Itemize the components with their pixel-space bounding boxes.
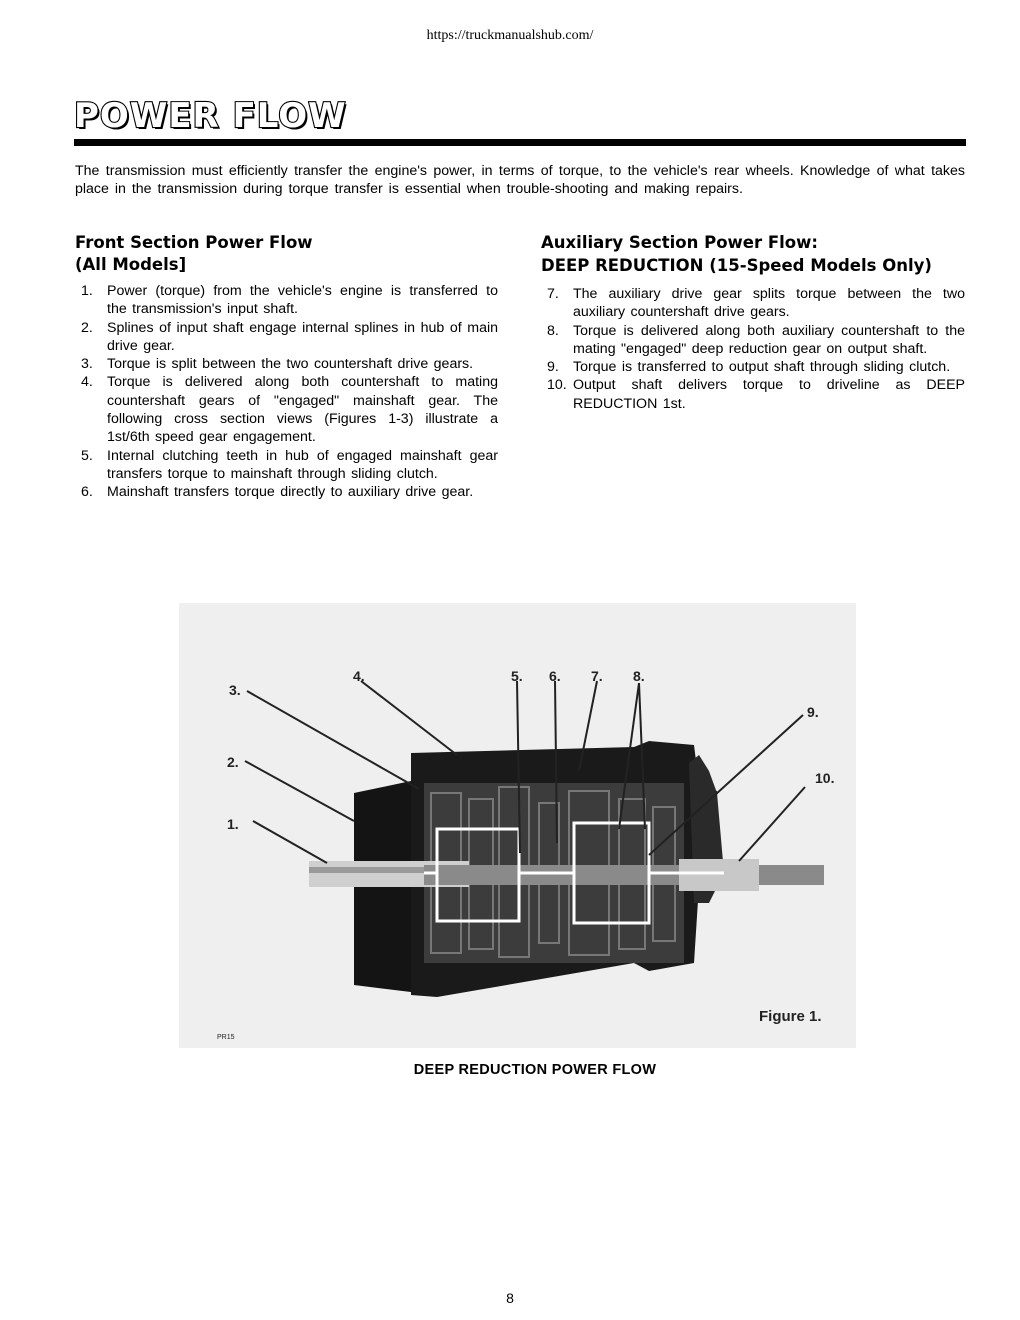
callout-6-label: 6. [549,668,561,684]
auxiliary-section-subheading: DEEP REDUCTION (15-Speed Models Only) [541,256,932,275]
page-number: 8 [506,1290,514,1306]
list-item [541,322,965,359]
list-item [75,355,498,373]
auxiliary-section [541,232,965,413]
page-title: POWER FLOW [74,96,347,136]
callout-7-label: 7. [591,668,603,684]
figure-code-label: PR15 [217,1034,235,1041]
figure-number-label: Figure 1. [759,1008,822,1025]
callout-5-label: 5. [511,668,523,684]
list-item [541,376,965,413]
step-text: Mainshaft transfers torque directly to auxiliary drive gear. [107,484,474,501]
front-section-heading: Front Section Power Flow [75,233,313,252]
transmission-cross-section-figure [179,603,856,1048]
mainshaft-shape [424,865,824,885]
step-text: Torque is delivered along both auxiliary countershaft to the mating "engaged" deep reduction gear on output shaft. [573,322,965,357]
callout-1-label: 1. [227,816,239,832]
step-text: Torque is split between the two countershaft drive gears. [107,356,474,373]
list-item [541,285,965,322]
step-number: 4. [81,374,93,391]
step-number: 8. [547,322,559,339]
front-section [75,232,498,502]
transmission-diagram [179,603,856,1048]
figure-caption: DEEP REDUCTION POWER FLOW [413,1062,657,1078]
callout-2-label: 2. [227,754,239,770]
intro-paragraph: The transmission must efficiently transfer the engine's power, in terms of torque, to the vehicle's rear wheels. Knowledge of what takes place in the transmission during torque transfer is essential when trouble-shooting and making repairs. [75,163,965,197]
step-number: 7. [547,286,559,302]
step-number: 1. [81,283,93,299]
step-number: 5. [81,447,93,464]
front-section-subheading: (All Models] [75,255,187,274]
list-item [75,282,498,319]
step-text: Power (torque) from the vehicle's engine is transferred to the transmission's input shaft. [107,283,498,318]
list-item [75,319,498,356]
step-number: 3. [81,356,93,373]
step-text: The auxiliary drive gear splits torque between the two auxiliary countershaft drive gears. [573,286,965,321]
output-shaft-shape [679,859,759,891]
step-number: 10. [547,377,567,394]
callout-3-label: 3. [229,682,241,698]
list-item [75,483,498,501]
step-text: Output shaft delivers torque to driveline as DEEP REDUCTION 1st. [573,377,965,412]
header-url: https://truckmanualshub.com/ [426,28,594,43]
list-item [75,373,498,446]
callout-4-label: 4. [353,668,365,684]
step-number: 9. [547,359,559,376]
step-text: Torque is transferred to output shaft through sliding clutch. [573,359,951,376]
list-item [541,358,965,376]
step-number: 2. [81,319,93,336]
auxiliary-section-heading: Auxiliary Section Power Flow: [541,233,818,252]
step-text: Torque is delivered along both countershaft to mating countershaft gears of "engaged" mainshaft gear. The following cross section views (Figures 1-3) illustrate a 1st/6th speed gear engagement. [107,374,498,446]
title-rule [74,139,966,146]
step-text: Splines of input shaft engage internal splines in hub of main drive gear. [107,319,498,354]
auxiliary-steps-list [541,285,965,413]
callout-9-label: 9. [807,704,819,720]
step-text: Internal clutching teeth in hub of engaged mainshaft gear transfers torque to mainshaft through sliding clutch. [107,447,498,482]
front-steps-list [75,282,498,502]
callout-8-label: 8. [633,668,645,684]
step-number: 6. [81,484,93,501]
callout-10-label: 10. [815,770,835,786]
list-item [75,447,498,484]
